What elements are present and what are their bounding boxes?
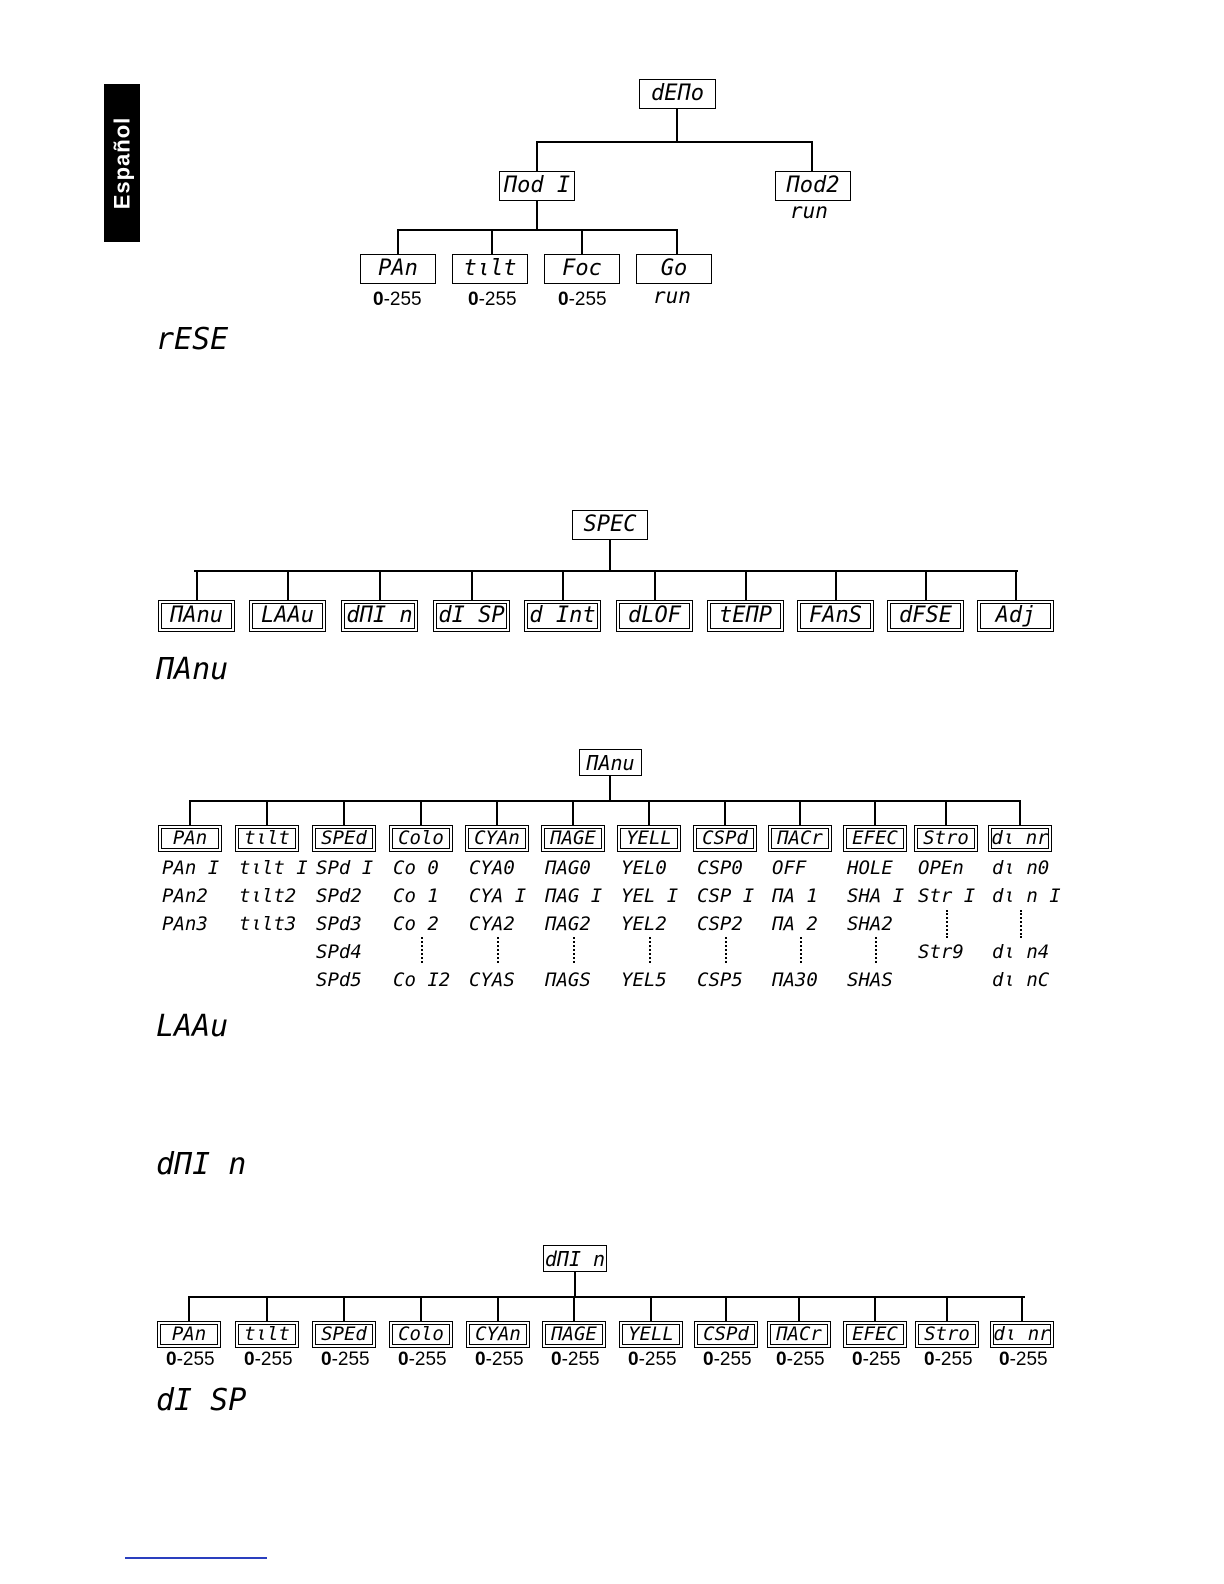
heading-laau: LΑΑu (156, 1009, 229, 1044)
dmin-item-node: PΑn (157, 1321, 221, 1348)
continuation-dots (800, 937, 804, 963)
spec-connector (471, 570, 473, 600)
spec-connector (379, 570, 381, 600)
manu-value: PΑn3 (162, 913, 208, 935)
spec-item-node: Αdj (977, 600, 1054, 632)
manu-value: PΑn I (162, 857, 220, 879)
dmin-item-range: 0-255 (321, 1349, 370, 1370)
continuation-dots (421, 937, 425, 963)
dmin-item-range: 0-255 (166, 1349, 215, 1370)
manu-value: SHΑ I (847, 885, 905, 907)
manu-value: dι n0 (992, 857, 1050, 879)
manu-value: ΠΑG I (545, 885, 603, 907)
manu-value: SPd2 (316, 885, 362, 907)
dmin-item-node: YELL (619, 1321, 683, 1348)
manu-column-node: EFEC (843, 825, 907, 852)
manu-connector (496, 800, 498, 825)
continuation-dots (573, 937, 577, 963)
demo-leaf-go-note: run (653, 284, 691, 308)
manu-value: YEL I (621, 885, 679, 907)
manu-value-last: Str9 (918, 941, 964, 963)
dmin-item-range: 0-255 (398, 1349, 447, 1370)
dmin-item-node: ΠΑCr (767, 1321, 831, 1348)
manu-value: SPd4 (316, 941, 362, 963)
manu-value: PΑn2 (162, 885, 208, 907)
manu-value: Co 1 (393, 885, 439, 907)
manu-value-last: dι n4 (992, 941, 1050, 963)
manu-value-last: CYΑS (469, 969, 515, 991)
dmin-connector (1021, 1296, 1023, 1321)
manu-value: SPd I (316, 857, 374, 879)
manu-connector (1019, 800, 1021, 825)
dmin-connector (497, 1296, 499, 1321)
manu-value: ΠΑ 1 (772, 885, 818, 907)
manu-value: CYΑ2 (469, 913, 515, 935)
manu-connector (266, 800, 268, 825)
manu-value: Co 2 (393, 913, 439, 935)
dmin-root-node: dΠI n (544, 1246, 606, 1271)
spec-connector (745, 570, 747, 600)
manu-connector (799, 800, 801, 825)
manu-column-node: CSPd (693, 825, 757, 852)
continuation-dots (946, 910, 950, 938)
dmin-connector (420, 1296, 422, 1321)
continuation-dots (1020, 910, 1024, 938)
manu-value: dι n I (992, 885, 1061, 907)
dmin-item-node: dι nr (990, 1321, 1054, 1348)
manu-connector (420, 800, 422, 825)
manu-value: ΠΑG2 (545, 913, 591, 935)
dmin-item-node: EFEC (843, 1321, 907, 1348)
manu-column-node: ΠΑCr (768, 825, 832, 852)
spec-item-node: LΑΑu (249, 600, 326, 632)
spec-item-node: d Int (524, 600, 601, 632)
language-side-tab (104, 84, 140, 242)
dmin-item-node: Stro (915, 1321, 979, 1348)
demo-leaf-pan-range: 0-255 (373, 289, 422, 310)
manu-value: CYΑ0 (469, 857, 515, 879)
spec-item-node: FΑnS (797, 600, 874, 632)
manu-value-extra: dι nC (992, 969, 1050, 991)
manu-column-node: CYΑn (465, 825, 529, 852)
heading-dmin: dΠI n (156, 1147, 247, 1182)
manu-connector (189, 800, 191, 825)
manu-value-last: SHΑS (847, 969, 893, 991)
spec-connector (287, 570, 289, 600)
mod2-node: Πod2 (775, 171, 851, 201)
dmin-connector (266, 1296, 268, 1321)
manu-column-node: SPEd (312, 825, 376, 852)
dmin-connector (188, 1296, 190, 1321)
heading-manu: ΠΑnu (156, 652, 229, 687)
manu-value: ΠΑ 2 (772, 913, 818, 935)
spec-item-node: dΠI n (341, 600, 418, 632)
manu-value: tιlt I (239, 857, 308, 879)
manu-column-node: ΠΑGE (541, 825, 605, 852)
dmin-item-range: 0-255 (475, 1349, 524, 1370)
spec-connector (562, 570, 564, 600)
spec-item-node: tEΠP (707, 600, 784, 632)
spec-connector (925, 570, 927, 600)
manu-value: YEL0 (621, 857, 667, 879)
spec-connector (835, 570, 837, 600)
manu-value: CSP2 (697, 913, 743, 935)
manu-value-last: Co I2 (393, 969, 451, 991)
manu-value-last: YEL5 (621, 969, 667, 991)
dmin-connector (874, 1296, 876, 1321)
dmin-connector (946, 1296, 948, 1321)
manu-value: Co 0 (393, 857, 439, 879)
dmin-item-range: 0-255 (703, 1349, 752, 1370)
manu-column-node: Stro (914, 825, 978, 852)
manu-value-last: ΠΑGS (545, 969, 591, 991)
spec-item-node: dFSE (887, 600, 964, 632)
manu-value: OFF (772, 857, 807, 879)
spec-item-node: dLOF (616, 600, 693, 632)
manu-connector (945, 800, 947, 825)
manu-value: SPd5 (316, 969, 362, 991)
manu-value: SPd3 (316, 913, 362, 935)
spec-item-node: ΠΑnu (158, 600, 235, 632)
manu-value: CSP0 (697, 857, 743, 879)
demo-leaf-foc-range: 0-255 (558, 289, 607, 310)
spec-connector (654, 570, 656, 600)
demo-leaf-go: Go (636, 254, 712, 284)
manu-value: ΠΑG0 (545, 857, 591, 879)
dmin-item-node: ΠΑGE (542, 1321, 606, 1348)
demo-leaf-pan: PΑn (360, 254, 436, 284)
manu-value: OPEn (918, 857, 964, 879)
dmin-item-range: 0-255 (999, 1349, 1048, 1370)
dmin-item-range: 0-255 (551, 1349, 600, 1370)
manu-column-node: YELL (617, 825, 681, 852)
manu-value: CYΑ I (469, 885, 527, 907)
manu-value-last: ΠΑ30 (772, 969, 818, 991)
continuation-dots (649, 937, 653, 963)
continuation-dots (725, 937, 729, 963)
manu-connector (343, 800, 345, 825)
dmin-item-range: 0-255 (776, 1349, 825, 1370)
manu-value-last: CSP5 (697, 969, 743, 991)
spec-connector (196, 570, 198, 600)
dmin-connector (650, 1296, 652, 1321)
dmin-connector (343, 1296, 345, 1321)
manu-root-node: ΠΑnu (579, 749, 642, 776)
spec-connector (1015, 570, 1017, 600)
footer-rule (125, 1557, 267, 1559)
dmin-connector (573, 1296, 575, 1321)
manu-connector (648, 800, 650, 825)
dmin-item-range: 0-255 (244, 1349, 293, 1370)
manu-connector (724, 800, 726, 825)
dmin-connector (798, 1296, 800, 1321)
dmin-item-node: Colo (389, 1321, 453, 1348)
dmin-item-node: CYΑn (466, 1321, 530, 1348)
manu-connector (572, 800, 574, 825)
heading-disp: dI SP (156, 1383, 247, 1418)
manu-column-node: PΑn (158, 825, 222, 852)
heading-rese: rESE (156, 322, 229, 357)
manu-value: Str I (918, 885, 976, 907)
continuation-dots (497, 937, 501, 963)
manu-value: HOLE (847, 857, 893, 879)
continuation-dots (875, 937, 879, 963)
manu-column-node: Colo (389, 825, 453, 852)
spec-item-node: dI SP (433, 600, 510, 632)
manu-value: YEL2 (621, 913, 667, 935)
mod1-node: Πod I (499, 171, 575, 201)
demo-leaf-tilt: tιlt (452, 254, 528, 284)
demo-leaf-foc: Foc (544, 254, 620, 284)
language-label: Español (109, 116, 135, 210)
manu-value: SHΑ2 (847, 913, 893, 935)
dmin-item-node: tιlt (235, 1321, 299, 1348)
dmin-item-range: 0-255 (924, 1349, 973, 1370)
manu-column-node: dι nr (988, 825, 1052, 852)
manu-value: tιlt3 (239, 913, 297, 935)
manu-value: tιlt2 (239, 885, 297, 907)
demo-root-node: dEΠo (639, 79, 716, 109)
dmin-item-range: 0-255 (852, 1349, 901, 1370)
mod2-note: run (790, 199, 828, 223)
dmin-item-range: 0-255 (628, 1349, 677, 1370)
dmin-item-node: CSPd (694, 1321, 758, 1348)
spec-root-node: SPEC (572, 510, 648, 540)
demo-leaf-tilt-range: 0-255 (468, 289, 517, 310)
dmin-connector (725, 1296, 727, 1321)
manu-connector (874, 800, 876, 825)
manu-column-node: tιlt (235, 825, 299, 852)
manu-value: CSP I (697, 885, 755, 907)
dmin-item-node: SPEd (312, 1321, 376, 1348)
